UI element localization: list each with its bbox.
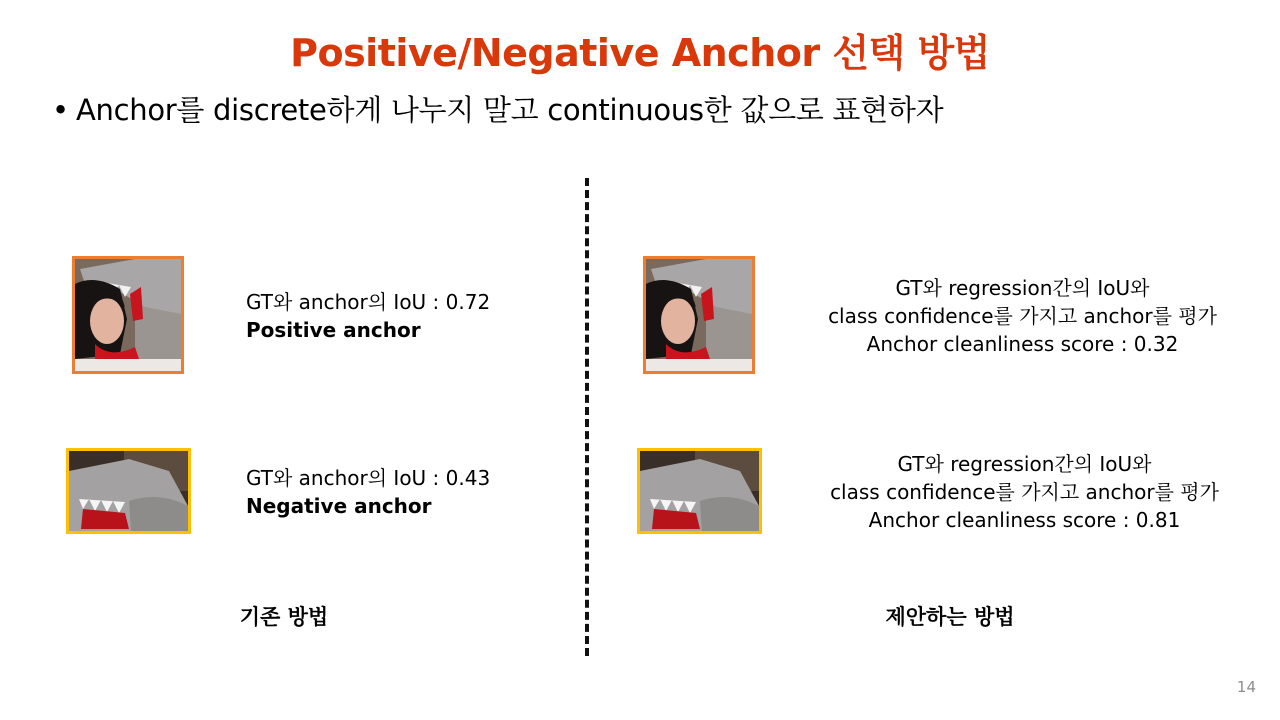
bullet-dot: •	[52, 93, 69, 127]
right-second-line1: GT와 regression간의 IoU와	[897, 452, 1152, 476]
left-negative-iou-text: GT와 anchor의 IoU : 0.43	[246, 466, 491, 490]
right-second-score: Anchor cleanliness score : 0.81	[868, 508, 1181, 532]
right-section-label: 제안하는 방법	[885, 605, 1015, 629]
shark-costume-image-icon	[69, 451, 188, 531]
right-second-anchor-image	[637, 448, 762, 534]
left-positive-iou-text: GT와 anchor의 IoU : 0.72	[246, 290, 491, 314]
slide-title: Positive/Negative Anchor 선택 방법	[290, 31, 990, 75]
left-section-label: 기존 방법	[239, 605, 329, 629]
left-negative-caption	[246, 464, 490, 520]
right-second-caption	[792, 450, 1257, 534]
right-first-line2: class confidence를 가지고 anchor를 평가	[828, 304, 1217, 328]
bullet-point	[52, 88, 943, 129]
right-first-anchor-image	[643, 256, 755, 374]
person-face-image-icon	[646, 259, 752, 371]
left-positive-result: Positive anchor	[246, 318, 421, 342]
right-second-line2: class confidence를 가지고 anchor를 평가	[830, 480, 1219, 504]
right-first-score: Anchor cleanliness score : 0.32	[866, 332, 1179, 356]
left-negative-anchor-image	[66, 448, 191, 534]
bullet-text: Anchor를 discrete하게 나누지 말고 continuous한 값으로 표현하자	[76, 93, 944, 127]
page-number: 14	[1236, 678, 1256, 696]
person-face-image-icon	[75, 259, 181, 371]
section-divider	[585, 178, 589, 656]
shark-costume-image-icon	[640, 451, 759, 531]
left-negative-result: Negative anchor	[246, 494, 432, 518]
left-positive-anchor-image	[72, 256, 184, 374]
left-positive-caption	[246, 288, 490, 344]
right-first-caption	[790, 274, 1255, 358]
right-first-line1: GT와 regression간의 IoU와	[895, 276, 1150, 300]
